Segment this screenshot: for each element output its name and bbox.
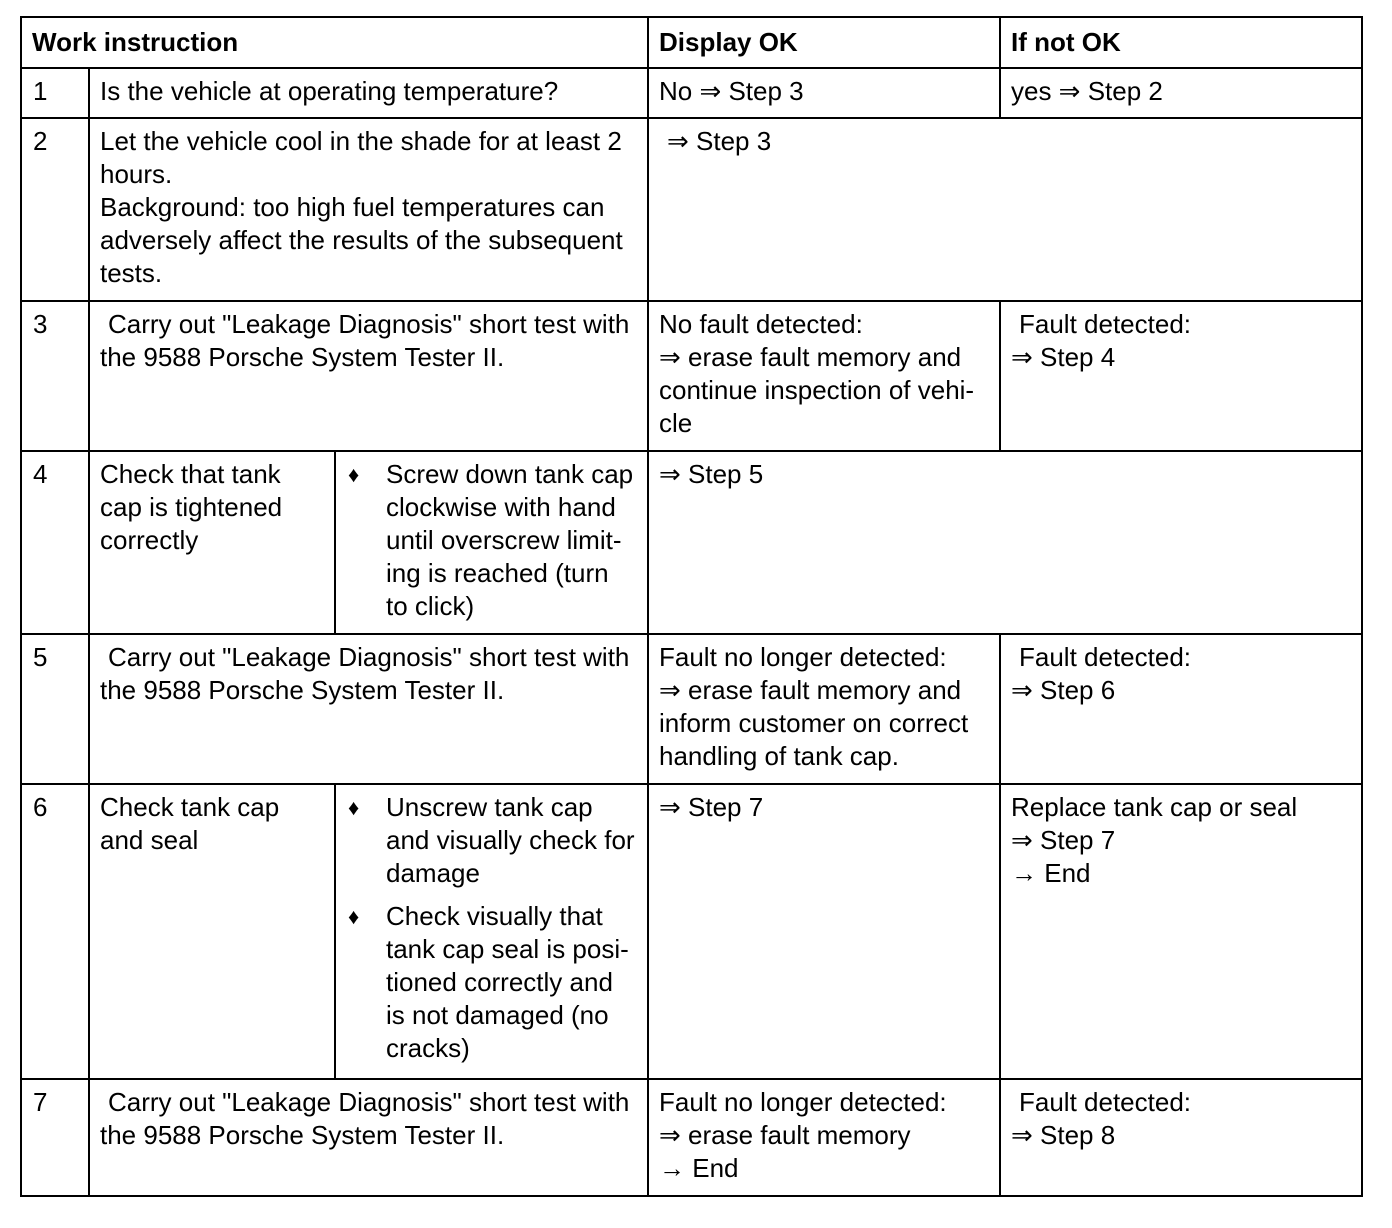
step-number: 7 [21,1079,89,1196]
table-row [21,784,1362,1079]
table-row [21,301,1362,451]
table-header-row [21,17,1362,68]
instruction-text: Let the vehicle cool in the shade for at least 2 hours. [100,126,622,189]
if-not-ok-status: Fault detected: [1019,309,1191,339]
header-display-ok: Display OK [648,17,1000,68]
step-display-ok [648,634,1000,784]
table-row [21,1079,1362,1196]
step-number: 6 [21,784,89,1079]
display-ok-action: ⇒ erase fault memory and inform customer on correct handling of tank cap. [659,675,969,771]
bullet-item [346,791,637,890]
table-row [21,68,1362,118]
bullet-text: Check visually that tank cap seal is posi-tioned correctly and is not damaged (no cracks) [386,901,629,1063]
if-not-ok-status: Fault detected: [1019,1087,1191,1117]
step-if-not-ok [1000,1079,1362,1196]
if-not-ok-end: → End [1011,858,1091,888]
step-substeps [335,451,648,634]
display-ok-end: → End [659,1153,739,1183]
display-ok-status: No fault detected: [659,309,863,339]
bullet-text: Screw down tank cap clockwise with hand until overscrew limit-ing is reached (turn to click) [386,459,634,621]
display-ok-text: ⇒ Step 3 [667,126,772,156]
bullet-item [346,900,637,1065]
if-not-ok-action: ⇒ Step 4 [1011,342,1116,372]
bullet-list [346,458,637,623]
work-instruction-table [20,16,1363,1197]
step-substeps [335,784,648,1079]
if-not-ok-status: Replace tank cap or seal [1011,792,1298,822]
header-if-not-ok: If not OK [1000,17,1362,68]
step-number: 3 [21,301,89,451]
bullet-item [346,458,637,623]
step-instruction [89,301,648,451]
step-if-not-ok [1000,784,1362,1079]
if-not-ok-status: Fault detected: [1019,642,1191,672]
diamond-bullet-icon: ♦ [348,904,360,929]
display-ok-status: Fault no longer detected: [659,642,947,672]
step-display-ok [648,301,1000,451]
table-row [21,451,1362,634]
bullet-text: Unscrew tank cap and visually check for damage [386,792,635,888]
if-not-ok-action: ⇒ Step 8 [1011,1120,1116,1150]
step-instruction [89,118,648,301]
step-instruction: Is the vehicle at operating temperature? [89,68,648,118]
step-if-not-ok [1000,301,1362,451]
display-ok-action: ⇒ erase fault memory and continue inspection of vehi-cle [659,342,975,438]
step-instruction [89,634,648,784]
if-not-ok-action: ⇒ Step 7 [1011,825,1116,855]
diamond-bullet-icon: ♦ [348,462,360,487]
step-instruction: Check tank cap and seal [89,784,335,1079]
table-row [21,118,1362,301]
display-ok-action: ⇒ erase fault memory [659,1120,911,1150]
header-work-instruction: Work instruction [21,17,648,68]
step-number: 2 [21,118,89,301]
step-instruction: Check that tank cap is tightened correctly [89,451,335,634]
step-if-not-ok [1000,634,1362,784]
step-instruction [89,1079,648,1196]
step-number: 5 [21,634,89,784]
display-ok-status: Fault no longer detected: [659,1087,947,1117]
instruction-text: Carry out "Leakage Diagnosis" short test with the 9588 Porsche System Tester II. [100,1087,630,1150]
step-number: 4 [21,451,89,634]
diamond-bullet-icon: ♦ [348,795,360,820]
table-row [21,634,1362,784]
step-display-ok: No ⇒ Step 3 [648,68,1000,118]
step-display-ok: ⇒ Step 5 [648,451,1362,634]
step-display-ok [648,1079,1000,1196]
bullet-list [346,791,637,1065]
instruction-text: Carry out "Leakage Diagnosis" short test with the 9588 Porsche System Tester II. [100,309,630,372]
step-display-ok [648,118,1362,301]
if-not-ok-action: ⇒ Step 6 [1011,675,1116,705]
instruction-background: Background: too high fuel temperatures can adversely affect the results of the subsequent tests. [100,192,623,288]
instruction-text: Carry out "Leakage Diagnosis" short test with the 9588 Porsche System Tester II. [100,642,630,705]
step-display-ok: ⇒ Step 7 [648,784,1000,1079]
step-number: 1 [21,68,89,118]
step-if-not-ok: yes ⇒ Step 2 [1000,68,1362,118]
